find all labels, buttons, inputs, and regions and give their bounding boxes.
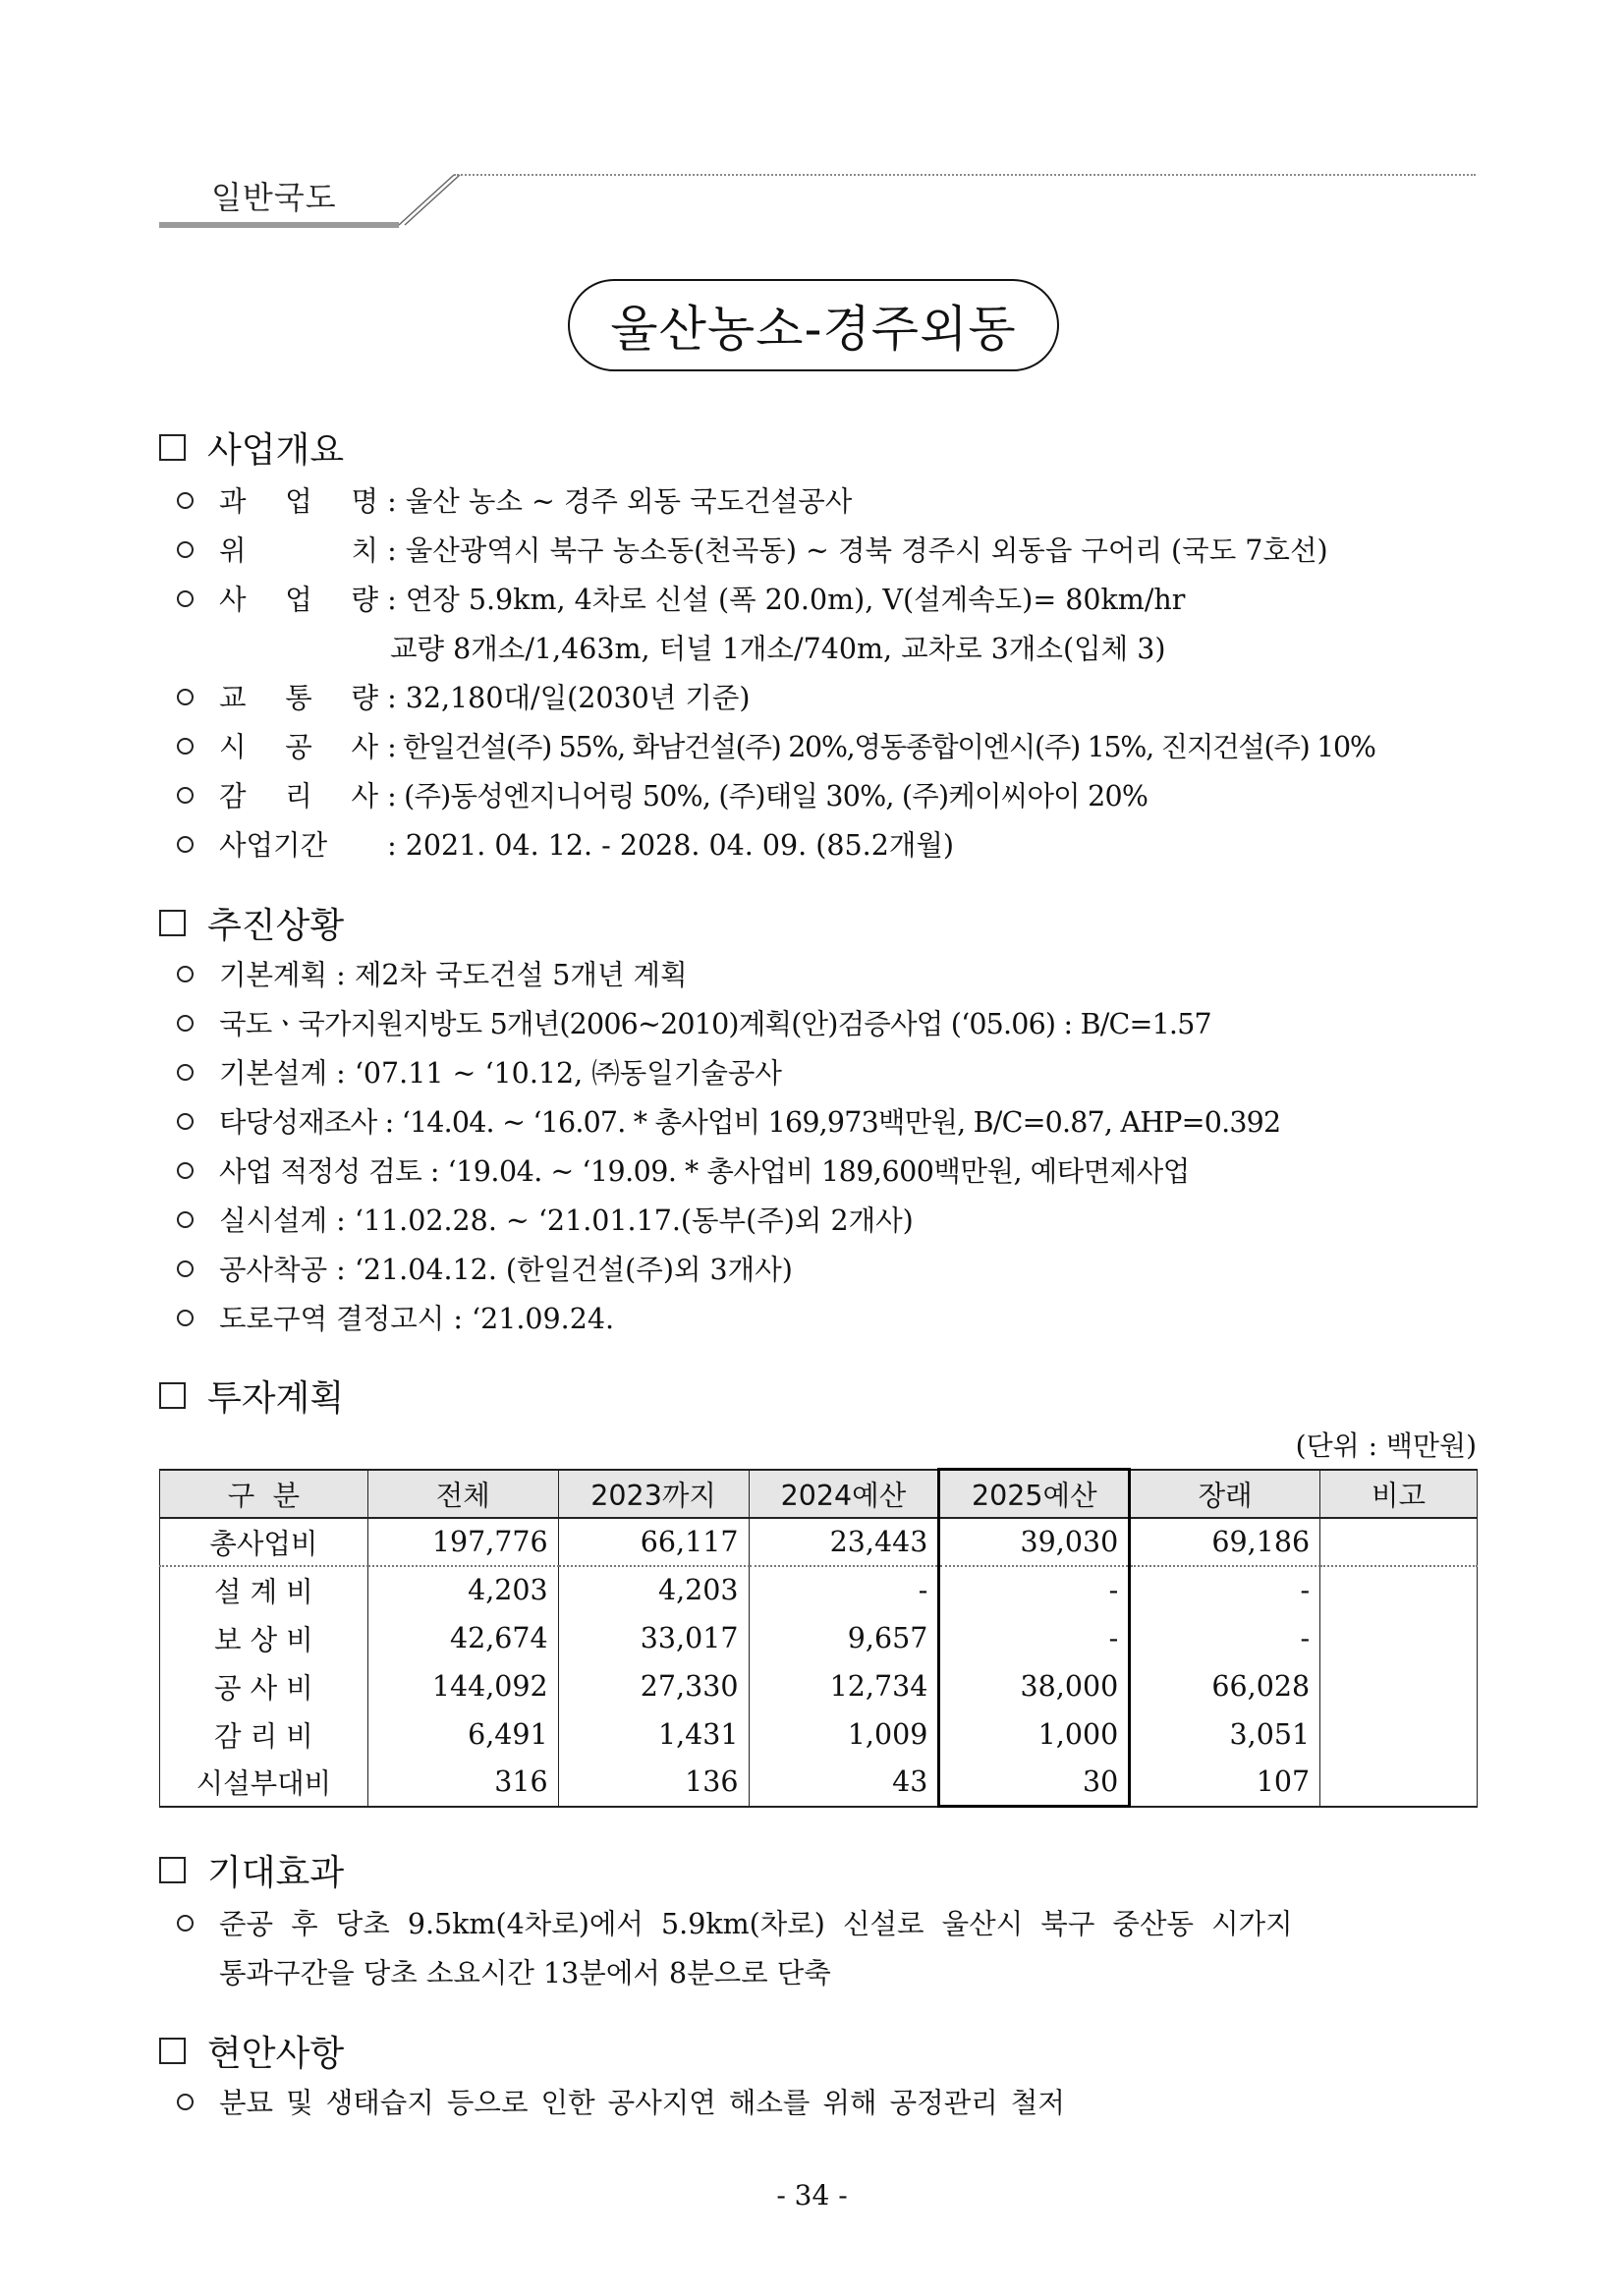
table-row: 공 사 비 144,092 27,330 12,734 38,000 66,028 <box>160 1662 1478 1710</box>
circle-bullet-icon <box>177 1211 194 1228</box>
unit-label: (단위 : 백만원) <box>1295 1429 1477 1462</box>
overview-item <box>177 584 1185 617</box>
overview-item <box>177 682 751 715</box>
effect-item-continued: 통과구간을 당초 소요시간 13분에서 8분으로 단축 <box>219 1957 831 1989</box>
progress-item: 도로구역 결정고시 : ‘21.09.24. <box>177 1303 614 1336</box>
header-underline <box>159 222 399 228</box>
item-label: 교 통 량 <box>219 682 378 714</box>
section-heading-overview <box>159 422 344 473</box>
checkbox-square-icon <box>159 1857 186 1883</box>
item-content: : 32,180대/일(2030년 기준) <box>387 682 751 714</box>
section-heading-text: 투자계획 <box>207 1378 345 1419</box>
header-dotted-line <box>454 174 1476 176</box>
circle-bullet-icon <box>177 1260 194 1277</box>
section-heading-investment <box>159 1371 344 1421</box>
header-diagonal <box>391 173 470 228</box>
table-row: 감 리 비 6,491 1,431 1,009 1,000 3,051 <box>160 1710 1478 1759</box>
circle-bullet-icon <box>177 1015 194 1032</box>
table-row: 시설부대비 316 136 43 30 107 <box>160 1759 1478 1807</box>
checkbox-square-icon <box>159 1382 186 1409</box>
column-header: 장래 <box>1130 1470 1320 1518</box>
table-row: 보 상 비 42,674 33,017 9,657 - - <box>160 1614 1478 1662</box>
item-label: 과 업 명 <box>219 485 378 518</box>
item-content: : 2021. 04. 12. - 2028. 04. 09. (85.2개월) <box>387 829 955 862</box>
section-heading-text: 기대효과 <box>207 1853 345 1893</box>
column-header: 비고 <box>1320 1470 1478 1518</box>
project-title: 울산농소-경주외동 <box>568 279 1059 371</box>
progress-item: 타당성재조사 : ‘14.04. ~ ‘16.07. * 총사업비 169,973백만원, B/C=0.87, AHP=0.392 <box>177 1106 1280 1140</box>
item-label: 사 업 량 <box>219 584 378 616</box>
category-label: 일반국도 <box>211 179 337 216</box>
circle-bullet-icon <box>177 1915 194 1932</box>
item-label: 감 리 사 <box>219 780 378 812</box>
circle-bullet-icon <box>177 689 194 705</box>
item-content: : 한일건설(주) 55%, 화남건설(주) 20%,영동종합이엔시(주) 15%, 진지건설(주) 10% <box>387 731 1375 763</box>
section-heading-text: 사업개요 <box>207 430 345 471</box>
overview-item <box>177 485 852 519</box>
section-heading-issues <box>159 2026 344 2076</box>
circle-bullet-icon <box>177 787 194 804</box>
circle-bullet-icon <box>177 966 194 982</box>
section-heading-text: 추진상황 <box>207 906 345 946</box>
circle-bullet-icon <box>177 1113 194 1130</box>
item-label: 위 치 <box>219 534 378 567</box>
progress-item: 기본설계 : ‘07.11 ~ ‘10.12, ㈜동일기술공사 <box>177 1057 782 1091</box>
table-header-row <box>160 1470 1478 1518</box>
table-row: 설 계 비 4,203 4,203 - - - <box>160 1566 1478 1614</box>
investment-table <box>159 1468 1478 1808</box>
progress-item: 기본계획 : 제2차 국도건설 5개년 계획 <box>177 959 688 992</box>
item-label: 사업기간 <box>219 829 328 862</box>
overview-item <box>177 731 1375 764</box>
item-content: : 울산광역시 북구 농소동(천곡동) ~ 경북 경주시 외동읍 구어리 (국도 7호선) <box>387 534 1328 567</box>
circle-bullet-icon <box>177 1162 194 1179</box>
overview-item <box>177 534 1328 568</box>
column-header: 2023까지 <box>558 1470 749 1518</box>
effect-item: 준공 후 당초 9.5km(4차로)에서 5.9km(차로) 신설로 울산시 북구 중산동 시가지 <box>177 1908 1293 1941</box>
progress-item: 국도ㆍ국가지원지방도 5개년(2006~2010)계획(안)검증사업 (‘05.06) : B/C=1.57 <box>177 1008 1211 1041</box>
column-header: 2024예산 <box>749 1470 939 1518</box>
table-row: 총사업비 197,776 66,117 23,443 39,030 69,186 <box>160 1518 1478 1566</box>
section-heading-text: 현안사항 <box>207 2034 345 2074</box>
checkbox-square-icon <box>159 434 186 461</box>
column-header: 구 분 <box>160 1470 368 1518</box>
page-number: - 34 - <box>776 2179 848 2212</box>
circle-bullet-icon <box>177 2094 194 2110</box>
item-content: : 울산 농소 ~ 경주 외동 국도건설공사 <box>387 485 853 518</box>
section-heading-effect <box>159 1845 344 1895</box>
column-header-highlighted: 2025예산 <box>939 1470 1130 1518</box>
overview-item <box>177 829 954 863</box>
column-header: 전체 <box>367 1470 558 1518</box>
item-label: 시 공 사 <box>219 731 378 763</box>
circle-bullet-icon <box>177 492 194 509</box>
checkbox-square-icon <box>159 2038 186 2064</box>
progress-item: 실시설계 : ‘11.02.28. ~ ‘21.01.17.(동부(주)외 2개사) <box>177 1204 914 1238</box>
checkbox-square-icon <box>159 910 186 936</box>
item-content-continued: 교량 8개소/1,463m, 터널 1개소/740m, 교차로 3개소(입체 3) <box>390 633 1166 665</box>
overview-item <box>177 780 1148 813</box>
circle-bullet-icon <box>177 738 194 755</box>
progress-item: 사업 적정성 검토 : ‘19.04. ~ ‘19.09. * 총사업비 189,600백만원, 예타면제사업 <box>177 1155 1190 1189</box>
circle-bullet-icon <box>177 541 194 558</box>
section-heading-progress <box>159 898 344 948</box>
item-content: : 연장 5.9km, 4차로 신설 (폭 20.0m), V(설계속도)= 80km/hr <box>387 584 1186 616</box>
item-content: : (주)동성엔지니어링 50%, (주)태일 30%, (주)케이씨아이 20% <box>387 780 1148 812</box>
issue-item: 분묘 및 생태습지 등으로 인한 공사지연 해소를 위해 공정관리 철저 <box>177 2087 1065 2120</box>
circle-bullet-icon <box>177 1064 194 1081</box>
circle-bullet-icon <box>177 836 194 853</box>
circle-bullet-icon <box>177 1310 194 1326</box>
circle-bullet-icon <box>177 590 194 607</box>
progress-item: 공사착공 : ‘21.04.12. (한일건설(주)외 3개사) <box>177 1254 793 1287</box>
